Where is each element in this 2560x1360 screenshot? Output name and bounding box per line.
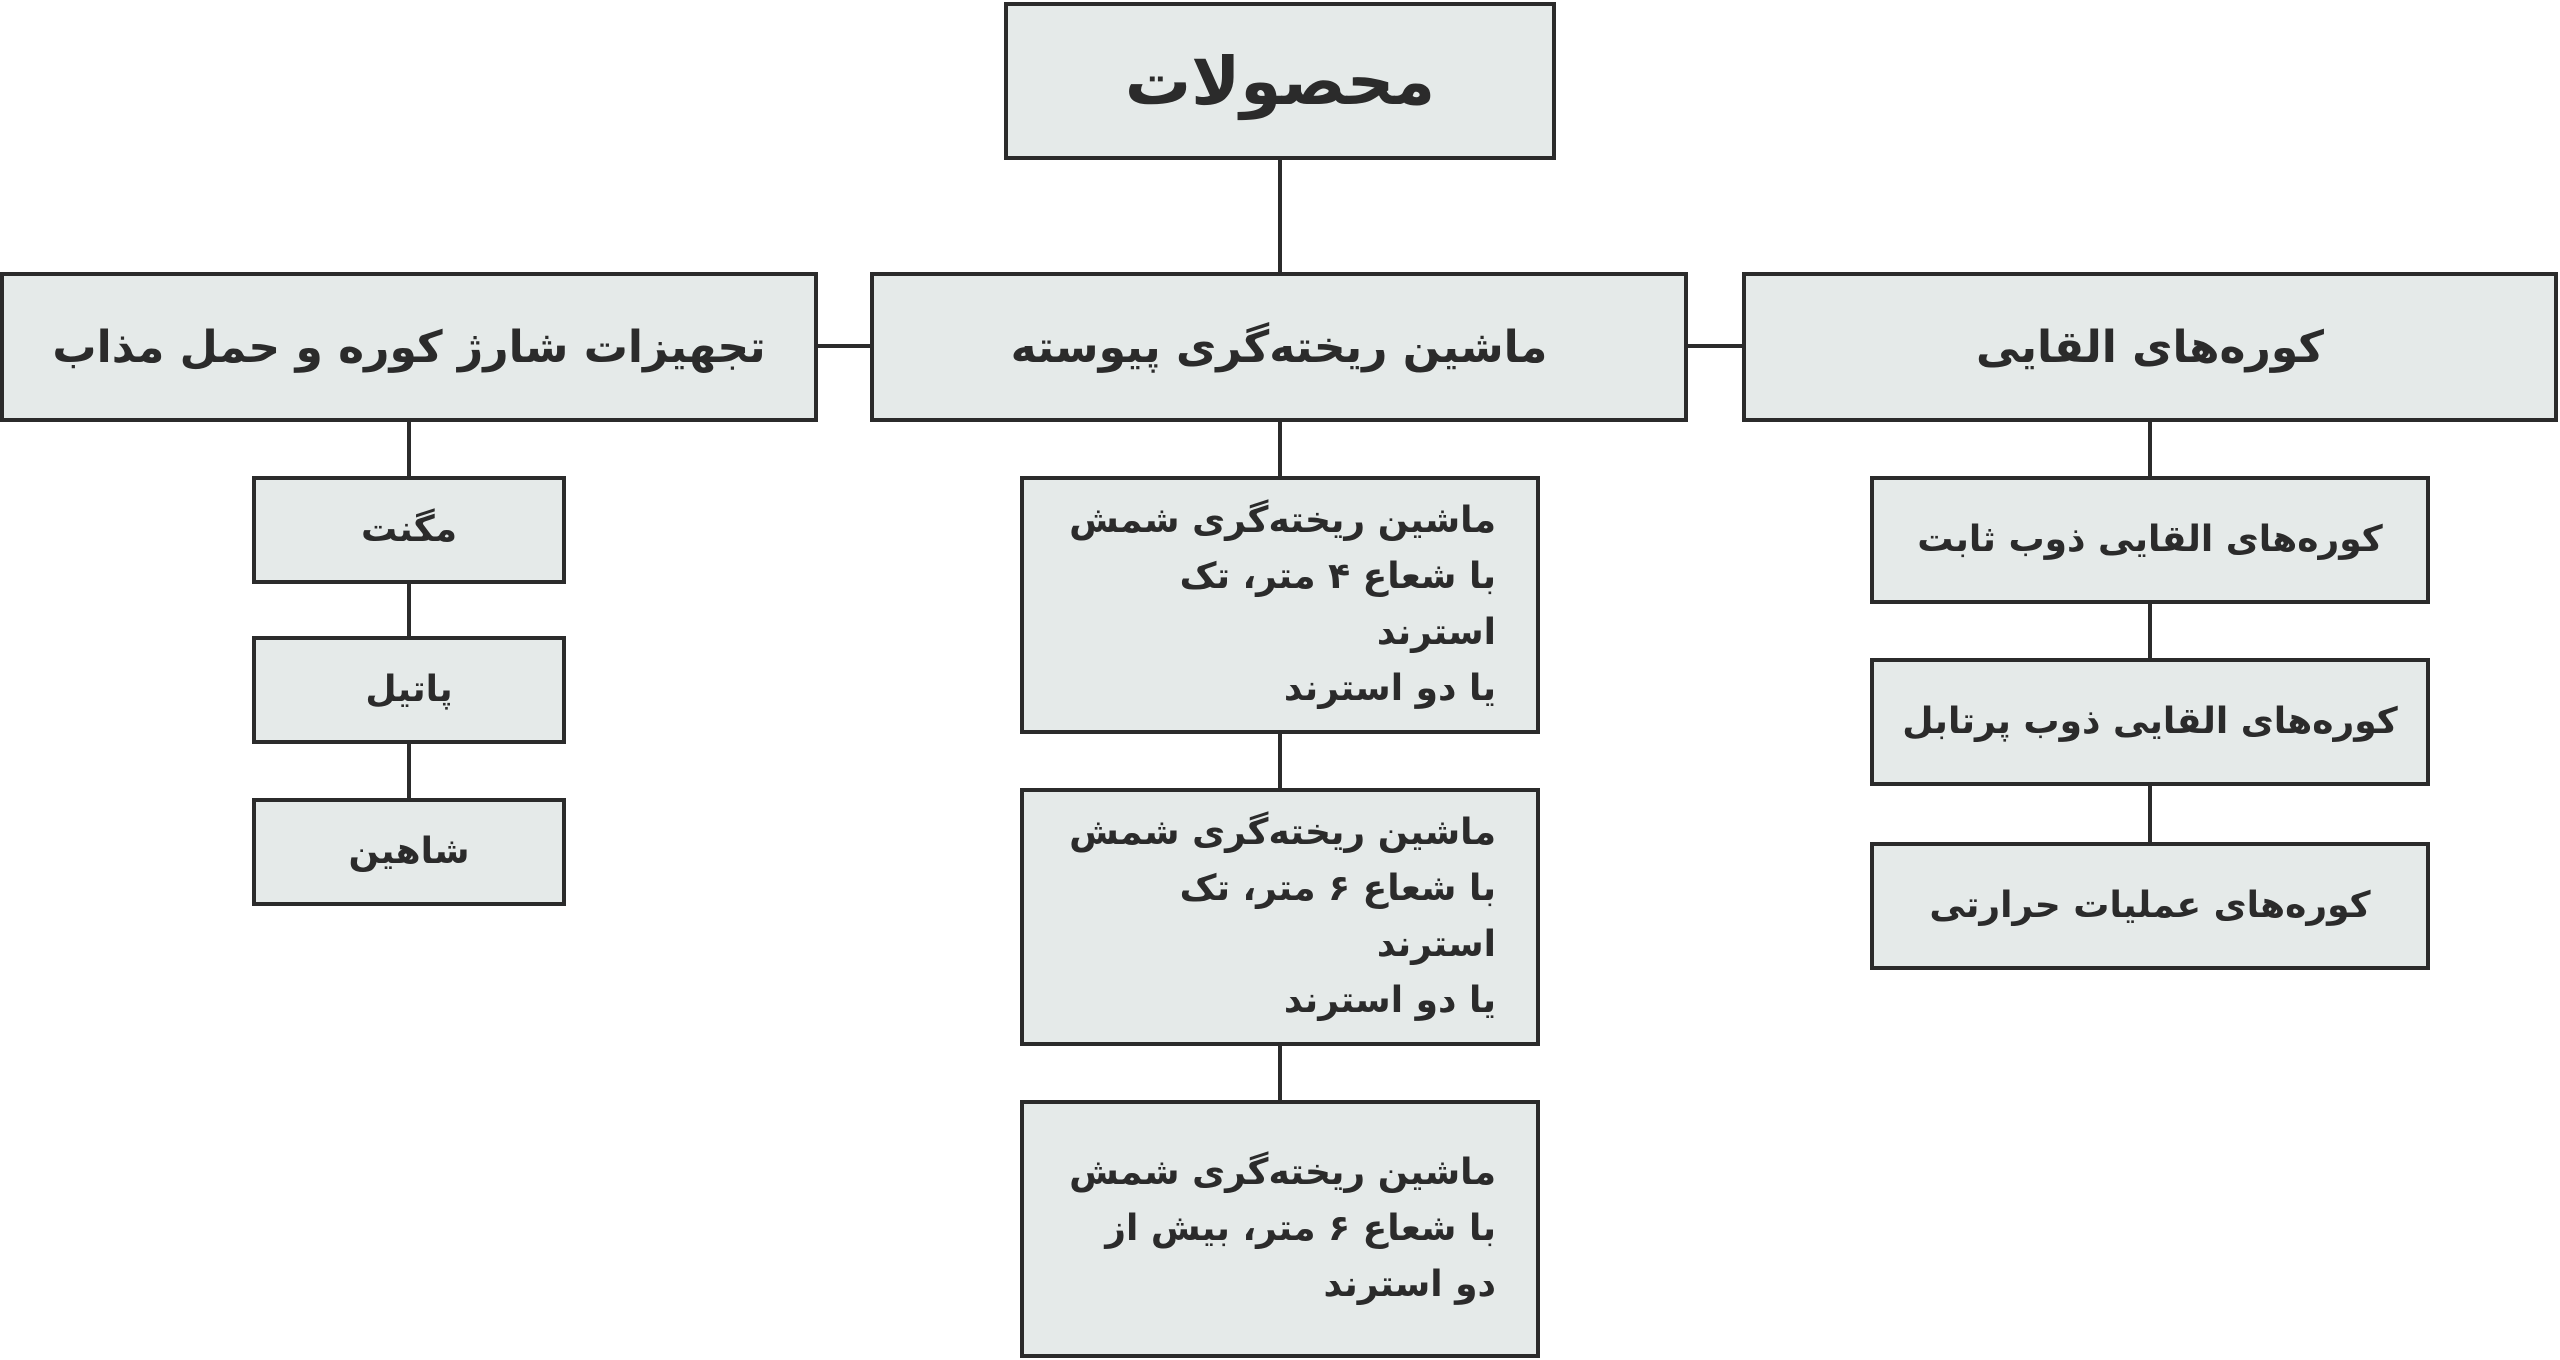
item-portable-melting-furnace: کوره‌های القایی ذوب پرتابل	[1870, 658, 2430, 786]
category-continuous-casting: ماشین ریخته‌گری پیوسته	[870, 272, 1688, 422]
item-shahin: شاهین	[252, 798, 566, 906]
item-ladle: پاتیل	[252, 636, 566, 744]
category-induction-furnaces: کوره‌های القایی	[1742, 272, 2558, 422]
item-billet-caster-4m: ماشین ریخته‌گری شمش با شعاع ۴ متر، تک استرند یا دو استرند	[1020, 476, 1540, 734]
item-magnet: مگنت	[252, 476, 566, 584]
category-charging-equipment: تجهیزات شارژ کوره و حمل مذاب	[0, 272, 818, 422]
root-node-products: محصولات	[1004, 2, 1556, 160]
item-billet-caster-6m-multi: ماشین ریخته‌گری شمش با شعاع ۶ متر، بیش از دو استرند	[1020, 1100, 1540, 1358]
item-heat-treatment-furnace: کوره‌های عملیات حرارتی	[1870, 842, 2430, 970]
item-fixed-melting-furnace: کوره‌های القایی ذوب ثابت	[1870, 476, 2430, 604]
item-billet-caster-6m: ماشین ریخته‌گری شمش با شعاع ۶ متر، تک استرند یا دو استرند	[1020, 788, 1540, 1046]
